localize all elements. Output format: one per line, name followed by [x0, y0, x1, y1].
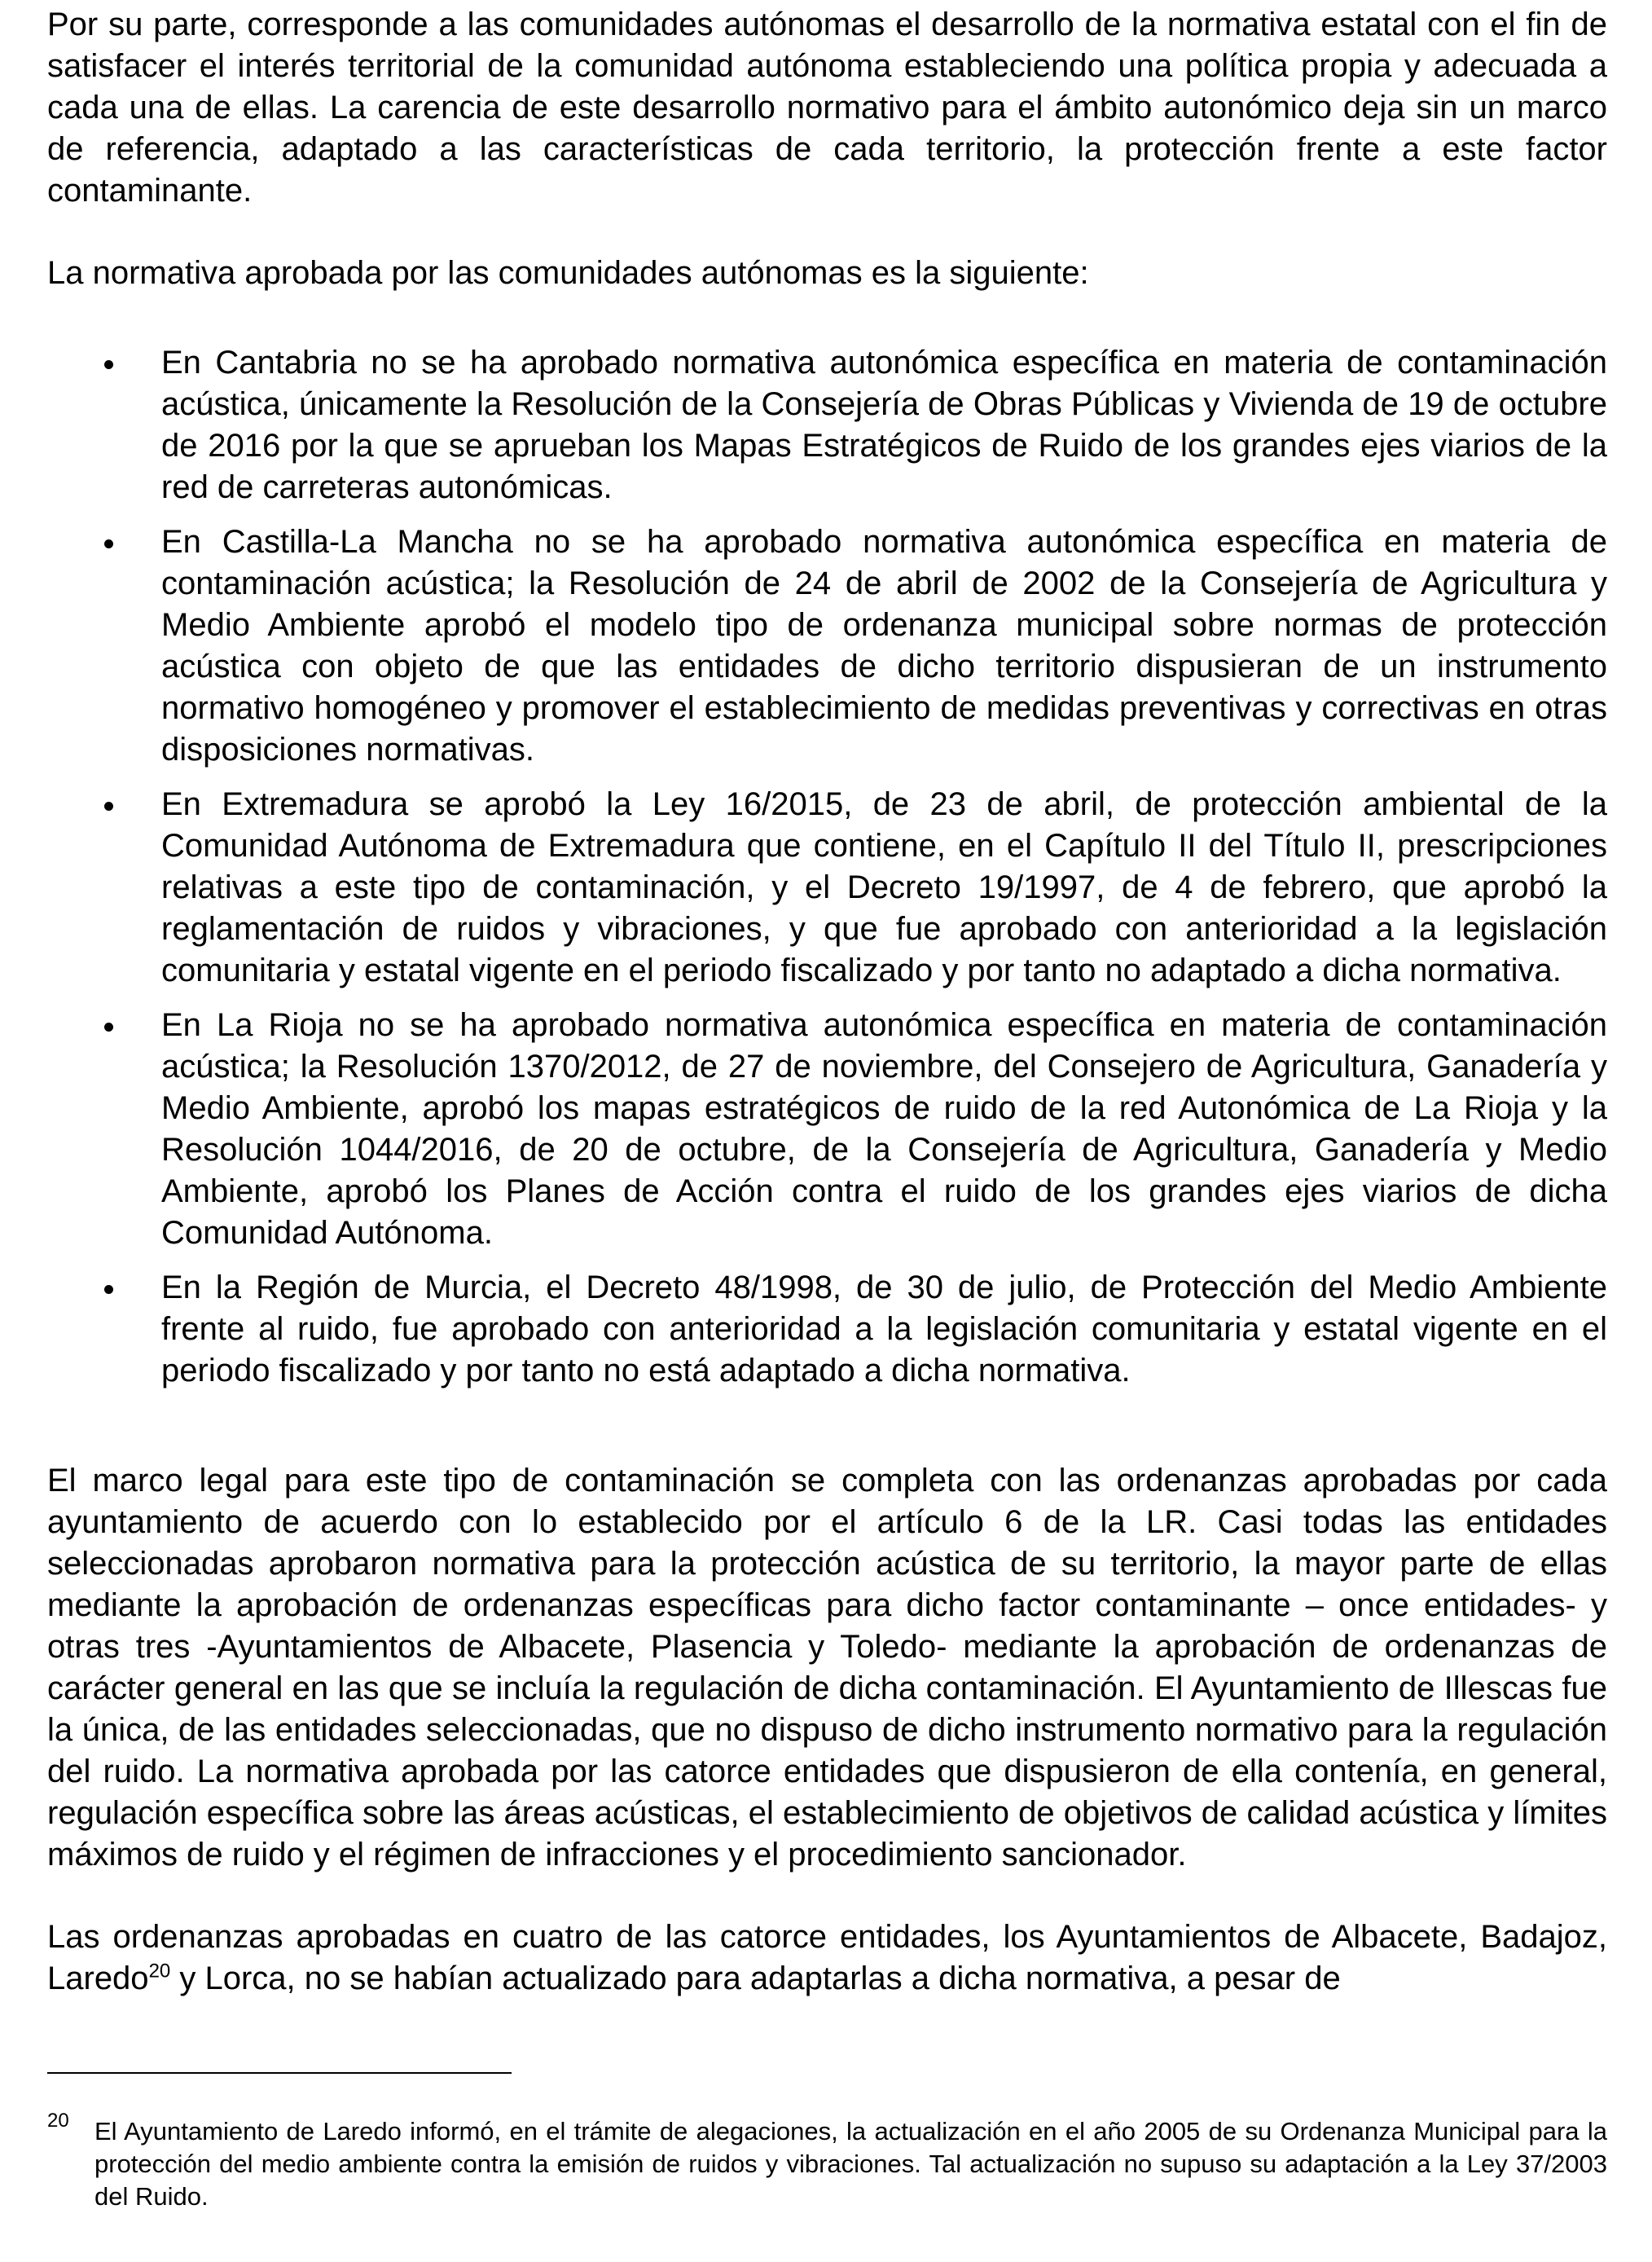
bullet-icon [104, 1023, 113, 1032]
list-item-cantabria [47, 342, 1607, 508]
paragraph-ordenanzas [47, 1917, 1607, 2000]
paragraph-intro: Por su parte, corresponde a las comunidades autónomas el desarrollo de la normativa estatal con el fin de satisfacer el interés territorial de la comunidad autónoma estableciendo una política propia y adecuada a cada una de ellas. La carencia de este desarrollo normativo para el ámbito autonómico deja sin un marco de referencia, adaptado a las características de cada territorio, la protección frente a este factor contaminante. [47, 7, 1607, 209]
footnote-separator [47, 2072, 512, 2074]
footnote [47, 2110, 1607, 2213]
paragraph-ordenanzas-text-end: y Lorca, no se habían actualizado para adaptarlas a dicha normativa, a pesar de [170, 1961, 1341, 1996]
paragraph-marco-legal: El marco legal para este tipo de contaminación se completa con las ordenanzas aprobadas por cada ayuntamiento de acuerdo con lo establecido por el artículo 6 de la LR. Casi todas las entidades seleccionadas aprobaron normativa para la protección acústica de su territorio, la mayor parte de ellas mediante la aprobación de ordenanzas específicas para dicho factor contaminante – once entidades- y otras tres -Ayuntamientos de Albacete, Plasencia y Toledo- mediante la aprobación de ordenanzas de carácter general en las que se incluía la regulación de dicha contaminación. El Ayuntamiento de Illescas fue la única, de las entidades seleccionadas, que no dispuso de dicho instrumento normativo para la regulación del ruido. La normativa aprobada por las catorce entidades que dispusieron de ella contenía, en general, regulación específica sobre las áreas acústicas, el establecimiento de objetivos de calidad acústica y límites máximos de ruido y el régimen de infracciones y el procedimiento sancionador. [47, 1463, 1607, 1873]
list-item-text: En La Rioja no se ha aprobado normativa autonómica específica en materia de contaminación acústica; la Resolución 1370/2012, de 27 de noviembre, del Consejero de Agricultura, Ganadería y Medio Ambiente, aprobó los mapas estratégicos de ruido de la red Autonómica de La Rioja y la Resolución 1044/2016, de 20 de octubre, de la Consejería de Agricultura, Ganadería y Medio Ambiente, aprobó los Planes de Acción contra el ruido de los grandes ejes viarios de dicha Comunidad Autónoma. [161, 1007, 1607, 1251]
footnote-text: El Ayuntamiento de Laredo informó, en el trámite de alegaciones, la actualización en el año 2005 de su Ordenanza Municipal para la protección del medio ambiente contra la emisión de ruidos y vibraciones. Tal actualización no supuso su adaptación a la Ley 37/2003 del Ruido. [94, 2117, 1607, 2211]
paragraph-ordenanzas-text-start: Las ordenanzas aprobadas en cuatro de las catorce entidades, los Ayuntamientos de Albacete, Badajoz, Laredo [47, 1919, 1607, 1996]
list-item-text: En la Región de Murcia, el Decreto 48/1998, de 30 de julio, de Protección del Medio Ambiente frente al ruido, fue aprobado con anterioridad a la legislación comunitaria y estatal vigente en el periodo fiscalizado y por tanto no está adaptado a dicha normativa. [161, 1270, 1607, 1388]
list-item-la-rioja [47, 1005, 1607, 1254]
list-item-text: En Cantabria no se ha aprobado normativa autonómica específica en materia de contaminación acústica, únicamente la Resolución de la Consejería de Obras Públicas y Vivienda de 19 de octubre de 2016 por la que se aprueban los Mapas Estratégicos de Ruido de los grandes ejes viarios de la red de carreteras autonómicas. [161, 345, 1607, 505]
paragraph-lead: La normativa aprobada por las comunidades autónomas es la siguiente: [47, 255, 1089, 291]
bullet-icon [104, 539, 113, 548]
footnote-number: 20 [47, 2110, 69, 2132]
list-item-extremadura [47, 784, 1607, 992]
list-item-murcia [47, 1267, 1607, 1392]
footnote-reference[interactable]: 20 [148, 1960, 171, 1983]
list-item-castilla-la-mancha [47, 521, 1607, 771]
bullet-icon [104, 802, 113, 811]
bullet-icon [104, 360, 113, 369]
list-item-text: En Castilla-La Mancha no se ha aprobado normativa autonómica específica en materia de contaminación acústica; la Resolución de 24 de abril de 2002 de la Consejería de Agricultura y Medio Ambiente aprobó el modelo tipo de ordenanza municipal sobre normas de protección acústica con objeto de que las entidades de dicho territorio dispusieran de un instrumento normativo homogéneo y promover el establecimiento de medidas preventivas y correctivas en otras disposiciones normativas. [161, 524, 1607, 768]
bullet-list-comunidades [47, 342, 1607, 1405]
list-item-text: En Extremadura se aprobó la Ley 16/2015, de 23 de abril, de protección ambiental de la Comunidad Autónoma de Extremadura que contiene, en el Capítulo II del Título II, prescripciones relativas a este tipo de contaminación, y el Decreto 19/1997, de 4 de febrero, que aprobó la reglamentación de ruidos y vibraciones, y que fue aprobado con anterioridad a la legislación comunitaria y estatal vigente en el periodo fiscalizado y por tanto no adaptado a dicha normativa. [161, 786, 1607, 988]
bullet-icon [104, 1285, 113, 1294]
